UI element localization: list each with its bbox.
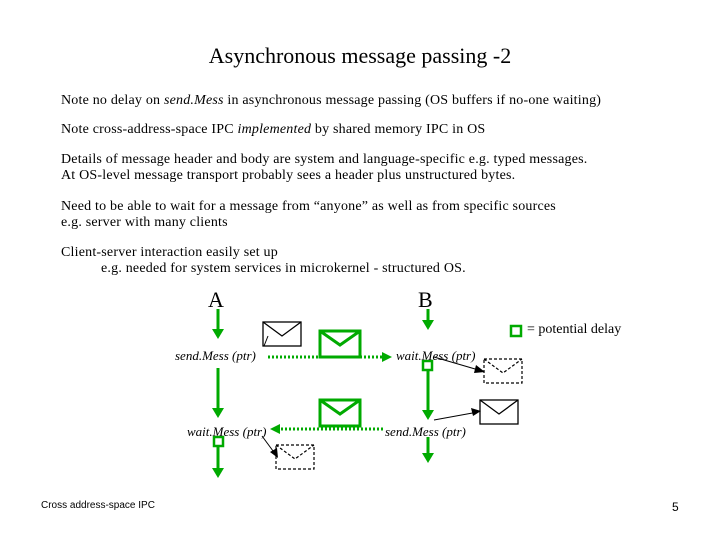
note-wait-anyone-line2: e.g. server with many clients xyxy=(61,215,228,230)
envelope-icon-b-receive xyxy=(484,359,522,383)
process-a-arrowhead-1 xyxy=(212,329,224,339)
note-client-server-line2: e.g. needed for system services in microkernel - structured OS. xyxy=(101,261,466,276)
message-path-2-send xyxy=(434,408,481,420)
call-a-wait: wait.Mess (ptr) xyxy=(187,424,267,439)
note-cross-address-em: implemented xyxy=(237,122,312,137)
process-b-arrowhead-3 xyxy=(422,453,434,463)
legend-label: = potential delay xyxy=(527,322,622,337)
note-cross-address-pre: Note cross-address-space IPC xyxy=(61,122,238,137)
note-no-delay-em: send.Mess xyxy=(163,93,224,108)
envelope-icon-a-receive xyxy=(276,445,314,469)
legend-delay-marker xyxy=(511,326,521,336)
call-b-send: send.Mess (ptr) xyxy=(385,424,466,439)
call-a-send: send.Mess (ptr) xyxy=(175,348,256,363)
envelope-icon-transit-2 xyxy=(320,400,360,426)
process-b-arrowhead-1 xyxy=(422,320,434,330)
note-header-details-line2: At OS-level message transport probably sees a header plus unstructured bytes. xyxy=(61,168,516,183)
process-b-label: B xyxy=(418,287,433,312)
note-wait-anyone-line1: Need to be able to wait for a message from “anyone” as well as from specific sources xyxy=(61,199,556,214)
process-a-arrowhead-3 xyxy=(212,468,224,478)
envelope-icon-b-send xyxy=(480,400,518,424)
note-header-details-line1: Details of message header and body are system and language-specific e.g. typed messages. xyxy=(61,152,588,167)
note-no-delay-pre: Note no delay on xyxy=(61,93,164,108)
note-client-server-line1: Client-server interaction easily set up xyxy=(61,245,278,260)
process-a-arrowhead-2 xyxy=(212,408,224,418)
process-a-label: A xyxy=(208,287,224,312)
process-b-arrowhead-2 xyxy=(422,410,434,420)
note-cross-address-post: by shared memory IPC in OS xyxy=(311,122,486,137)
call-b-wait: wait.Mess (ptr) xyxy=(396,348,476,363)
envelope-icon-a-send xyxy=(263,322,301,346)
page-number: 5 xyxy=(672,500,679,514)
process-a-arrows xyxy=(212,309,224,478)
note-no-delay-post: in asynchronous message passing (OS buffers if no-one waiting) xyxy=(223,93,602,108)
envelope-icon-transit-1 xyxy=(320,331,360,357)
slide-title: Asynchronous message passing -2 xyxy=(208,43,512,68)
footer-label: Cross address-space IPC xyxy=(41,500,155,511)
